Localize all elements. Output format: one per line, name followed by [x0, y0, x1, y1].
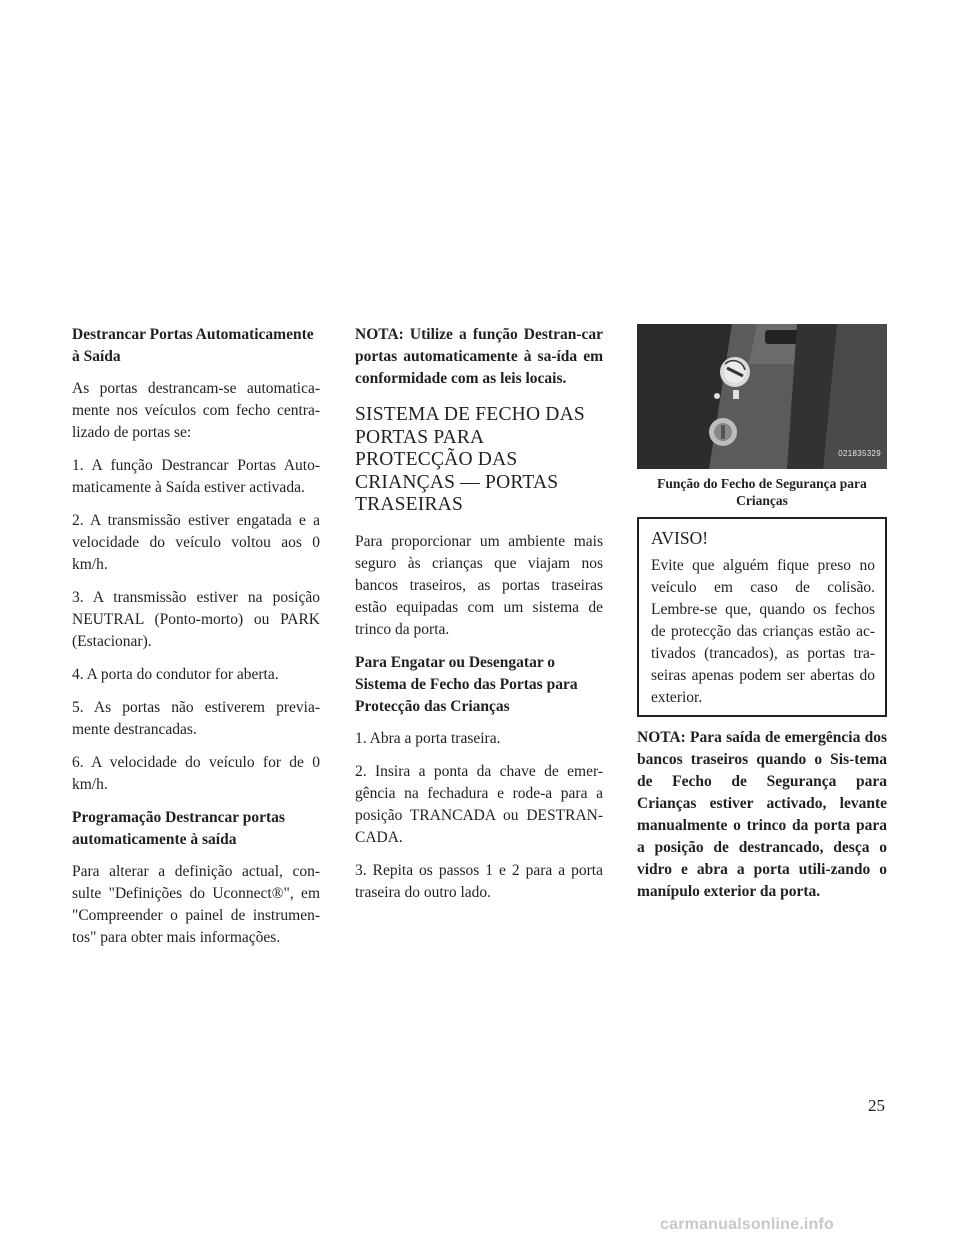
note-emergency-exit: NOTA: Para saída de emergência dos bancos traseiros quando o Sis-tema de Fecho de Segurança para Crianças estiver activado, levante manualmente o trinco da porta para a posição de destrancado, desça o vidro e abra a porta utili-zando o manípulo exterior da porta.: [637, 729, 887, 900]
heading-programming: Programação Destrancar portas automaticamente à saída: [72, 809, 285, 848]
list-item: 1. A função Destrancar Portas Auto-maticamente à Saída estiver activada.: [72, 457, 320, 496]
step-item: 1. Abra a porta traseira.: [355, 729, 501, 747]
column-left: [72, 324, 320, 960]
list-item: 2. A transmissão estiver engatada e a velocidade do veículo voltou aos 0 km/h.: [72, 512, 320, 573]
warning-text: Evite que alguém fique preso no veículo em caso de colisão. Lembre-se que, quando os fechos de protecção das crianças estão ac-tivados (trancados), as portas tra-seiras apenas podem ser abertas do exterior.: [651, 557, 875, 706]
step-item: 2. Insira a ponta da chave de emer-gência na fechadura e rode-a para a posição TRANCADA ou DESTRAN-CADA.: [355, 762, 603, 846]
section-title-child-lock: SISTEMA DE FECHO DAS PORTAS PARA PROTECÇÃO DAS CRIANÇAS — PORTAS TRASEIRAS: [355, 404, 585, 515]
intro-paragraph: As portas destrancam-se automatica-mente nos veículos com fecho centra-lizado de portas se:: [72, 380, 320, 441]
column-middle: [355, 324, 603, 915]
list-item: 4. A porta do condutor for aberta.: [72, 666, 279, 683]
heading-engage-child-lock: Para Engatar ou Desengatar o Sistema de Fecho das Portas para Protecção das Crianças: [355, 653, 578, 715]
heading-auto-unlock: Destrancar Portas Automaticamente à Saída: [72, 326, 314, 365]
warning-box: [637, 517, 887, 717]
child-lock-paragraph: Para proporcionar um ambiente mais seguro às crianças que viajam nos bancos traseiros, as portas traseiras estão equipadas com um sistema de trinco da porta.: [355, 532, 603, 638]
list-item: 3. A transmissão estiver na posição NEUTRAL (Ponto-morto) ou PARK (Estacionar).: [72, 589, 320, 650]
list-item: 6. A velocidade do veículo for de 0 km/h.: [72, 754, 320, 793]
note-local-laws: NOTA: Utilize a função Destran-car portas automaticamente à sa-ída em conformidade com as leis locais.: [355, 326, 603, 387]
list-item: 5. As portas não estiverem previa-mente destrancadas.: [72, 699, 320, 738]
page-number: 25: [868, 1096, 885, 1115]
warning-title: AVISO!: [651, 528, 709, 548]
programming-paragraph: Para alterar a definição actual, con-sulte "Definições do Uconnect®", em "Compreender o painel de instrumen-tos" para obter mais informações.: [72, 863, 320, 946]
figure-code: 021835329: [838, 449, 881, 458]
column-right: [637, 324, 887, 914]
child-lock-figure: [637, 324, 887, 469]
watermark: carmanualsonline.info: [660, 1216, 835, 1233]
step-item: 3. Repita os passos 1 e 2 para a porta traseira do outro lado.: [355, 861, 603, 901]
figure-caption: Função do Fecho de Segurança para Crianças: [657, 476, 867, 508]
